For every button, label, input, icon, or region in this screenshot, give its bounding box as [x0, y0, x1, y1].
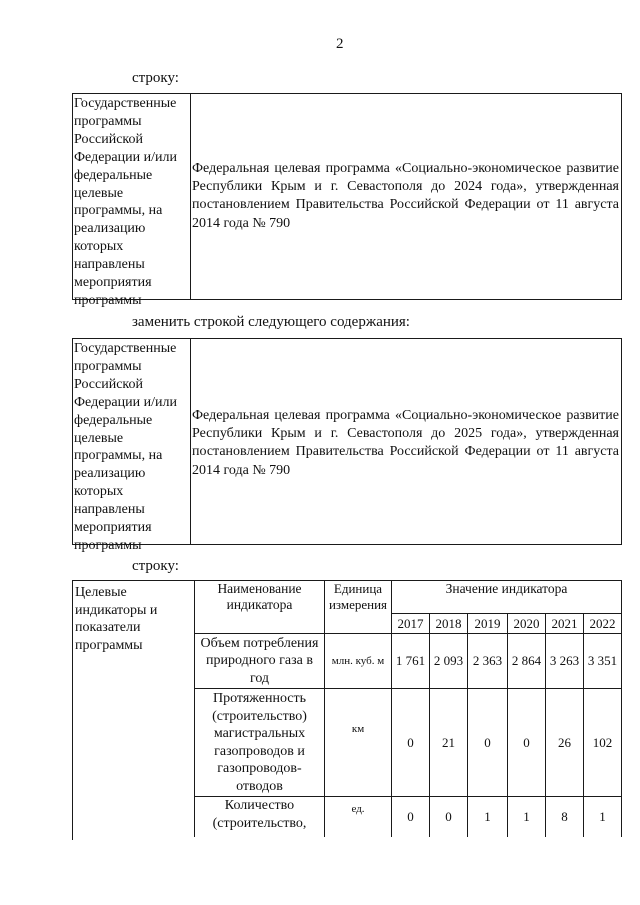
- header-values: Значение индикатора: [392, 581, 622, 614]
- year-cell: 2021: [546, 614, 584, 634]
- value-cell: 102: [584, 689, 622, 797]
- programs-description: Федеральная целевая программа «Социально-экономическое развитие Республики Крым и г. Севастополя до 2024 года», утвержденная постановлением Правительства Российской Федерации от 11 августа 2014 года № 790: [192, 161, 619, 231]
- programs-description: Федеральная целевая программа «Социально-экономическое развитие Республики Крым и г. Севастополя до 2025 года», утвержденная постановлением Правительства Российской Федерации от 11 августа 2014 года № 790: [192, 408, 619, 478]
- value-cell: 1: [468, 797, 508, 837]
- label-line: реализацию: [74, 466, 146, 482]
- label-line: мероприятия: [74, 275, 152, 291]
- value-cell: 3 263: [546, 634, 584, 689]
- label-line: индикаторы и: [75, 602, 158, 618]
- lead-text-1: строку:: [132, 70, 179, 86]
- label-line: которых: [74, 239, 124, 255]
- new-programs-table: [72, 338, 622, 553]
- header-row: [195, 581, 622, 614]
- header-name: Наименование индикатора: [195, 581, 325, 634]
- label-line: мероприятия: [74, 520, 152, 536]
- label-line: программы: [74, 537, 142, 553]
- table-row: [195, 797, 622, 837]
- label-line: программы, на: [74, 203, 163, 219]
- label-line: Государственные: [74, 341, 177, 356]
- label-line: направлены: [74, 257, 145, 273]
- year-cell: 2018: [430, 614, 468, 634]
- value-cell: 0: [468, 689, 508, 797]
- year-cell: 2020: [508, 614, 546, 634]
- indicator-name: Объем потребления природного газа в год: [195, 634, 325, 689]
- year-cell: 2019: [468, 614, 508, 634]
- label-line: Российской: [74, 376, 143, 392]
- label-line: Федерации и/или: [74, 149, 177, 165]
- label-line: Целевые: [75, 585, 127, 600]
- label-line: Государственные: [74, 96, 177, 111]
- old-programs-table: [72, 93, 622, 308]
- year-cell: 2022: [584, 614, 622, 634]
- label-line: показатели: [75, 620, 141, 635]
- year-cell: 2017: [392, 614, 430, 634]
- value-cell: 2 093: [430, 634, 468, 689]
- label-line: программы: [74, 358, 142, 374]
- table-row: [195, 689, 622, 797]
- lead-text-2: заменить строкой следующего содержания:: [132, 314, 410, 330]
- label-line: целевые: [74, 185, 124, 201]
- value-cell: 0: [392, 689, 430, 797]
- label-line: направлены: [74, 502, 145, 518]
- indicator-unit: км: [325, 689, 392, 797]
- value-cell: 8: [546, 797, 584, 837]
- value-cell: 0: [430, 797, 468, 837]
- programs-label: [73, 94, 191, 308]
- value-cell: 3 351: [584, 634, 622, 689]
- value-cell: 21: [430, 689, 468, 797]
- value-cell: 26: [546, 689, 584, 797]
- indicators-label: [72, 580, 194, 840]
- label-line: программы: [74, 292, 142, 308]
- lead-text-3: строку:: [132, 558, 179, 574]
- value-cell: 1: [584, 797, 622, 837]
- value-cell: 1: [508, 797, 546, 837]
- label-line: федеральные: [74, 412, 153, 428]
- value-cell: 2 363: [468, 634, 508, 689]
- value-cell: 1 761: [392, 634, 430, 689]
- header-unit: Единица измерения: [325, 581, 392, 634]
- label-line: реализацию: [74, 221, 146, 237]
- label-line: которых: [74, 484, 124, 500]
- indicator-name: Количество (строительство,: [195, 797, 325, 837]
- table-row: [195, 634, 622, 689]
- indicator-name: Протяженность (строительство) магистральных газопроводов и газопроводов-отводов: [195, 689, 325, 797]
- label-line: программы: [75, 637, 143, 653]
- indicator-unit: ед.: [325, 797, 392, 837]
- label-line: программы: [74, 113, 142, 129]
- value-cell: 0: [392, 797, 430, 837]
- indicator-unit: млн. куб. м: [325, 634, 392, 689]
- label-line: федеральные: [74, 167, 153, 183]
- label-line: Российской: [74, 131, 143, 147]
- page-number: 2: [336, 36, 344, 52]
- value-cell: 2 864: [508, 634, 546, 689]
- value-cell: 0: [508, 689, 546, 797]
- label-line: Федерации и/или: [74, 394, 177, 410]
- programs-label: [73, 339, 191, 553]
- label-line: программы, на: [74, 448, 163, 464]
- indicators-table: [194, 580, 622, 837]
- label-line: целевые: [74, 430, 124, 446]
